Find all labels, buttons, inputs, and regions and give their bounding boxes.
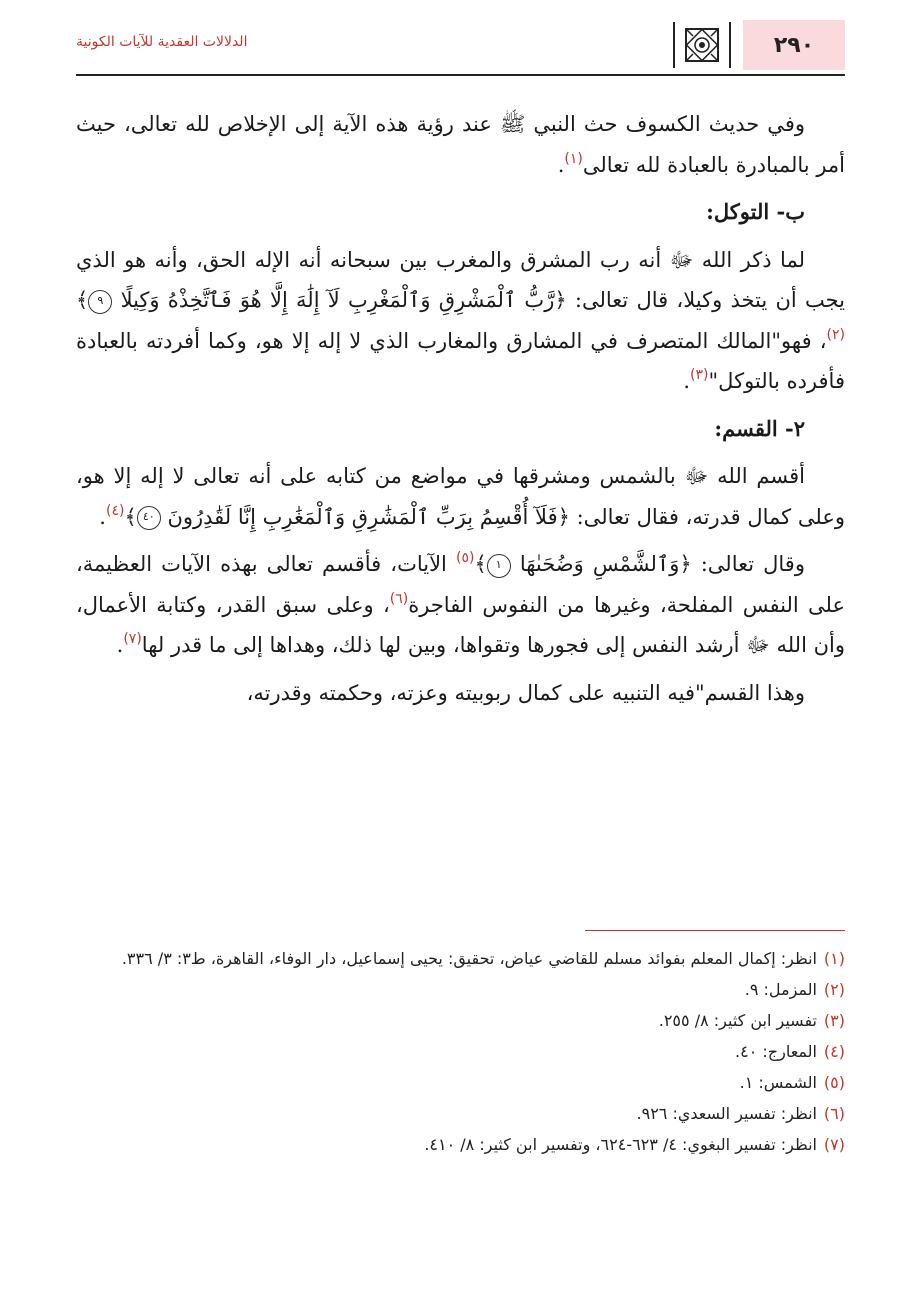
footnote-text: تفسير ابن كثير: ٨/ ٢٥٥. — [658, 1011, 817, 1030]
footnote-item — [76, 1129, 845, 1160]
footnote-ref[interactable]: (٧) — [123, 631, 142, 647]
paragraph: أقسم الله ﷻ بالشمس ومشرقها في مواضع من كتابه على أنه تعالى لا إله إلا هو، وعلى كمال قدرته، فقال تعالى: ﴿فَلَآ أُقْسِمُ بِرَبِّ ٱلْمَشَٰرِقِ وَٱلْمَغَٰرِبِ إِنَّا لَقَٰدِرُونَ ٤٠﴾$^{(٤)}$. — [76, 464, 845, 529]
footnote-rule — [585, 930, 845, 931]
footnote-ref[interactable]: (١) — [564, 150, 583, 167]
ornament-icon — [673, 22, 731, 68]
footnote-ref[interactable]: (٥) — [455, 550, 475, 566]
paragraph: وفي حديث الكسوف حث النبي ﷺ عند رؤية هذه الآية إلى الإخلاص لله تعالى، حيث أمر بالمبادرة بالعبادة لله تعالى$^{(١)}$. — [76, 112, 845, 177]
footnote-text: انظر: إكمال المعلم بفوائد مسلم للقاضي عياض، تحقيق: يحيى إسماعيل، دار الوفاء، القاهرة، ط٣: ٣/ ٣٣٦. — [121, 949, 817, 968]
footnote-text: المزمل: ٩. — [744, 980, 817, 999]
section-heading: ٢- القسم: — [714, 415, 805, 441]
footnote-ref[interactable]: (٤) — [105, 502, 125, 519]
footnote-ref[interactable]: (٢) — [826, 326, 845, 343]
page-header — [76, 20, 845, 70]
footnote-number: (٢) — [823, 980, 845, 999]
ayah-number-icon: ٩ — [88, 290, 112, 314]
footnote-ref[interactable]: (٦) — [389, 590, 409, 607]
quran-verse: ﴿رَّبُّ ٱلْمَشْرِقِ وَٱلْمَغْرِبِ لَآ إِلَٰهَ إِلَّا هُوَ فَٱتَّخِذْهُ وَكِيلًا — [120, 288, 567, 312]
footnote-item — [76, 1067, 845, 1098]
footnote-text: انظر: تفسير البغوي: ٤/ ٦٢٣-٦٢٤، وتفسير ابن كثير: ٨/ ٤١٠. — [424, 1135, 817, 1154]
footnote-ref[interactable]: (٣) — [690, 367, 709, 383]
footnote-number: (٧) — [823, 1135, 845, 1154]
header-rule — [76, 74, 845, 76]
section-heading: ب- التوكل: — [706, 199, 805, 224]
ayah-number-icon: ١ — [487, 554, 511, 578]
footnote-item — [76, 1005, 845, 1036]
paragraph: وقال تعالى: ﴿وَٱلشَّمْسِ وَضُحَىٰهَا ١﴾$^{(٥)}$ الآيات، فأقسم تعالى بهذه الآيات العظيمة، على النفس المفلحة، وغيرها من النفوس الفاجرة$^{(٦)}$، وعلى سبق القدر، وكتابة الأعمال، وأن الله ﷻ أرشد النفس إلى فجورها وتقواها، وبين لها ذلك، وهداها إلى ما قدر لها$^{(٧)}$. — [76, 550, 845, 657]
footnotes — [76, 943, 845, 1160]
ayah-number-icon: ٤٠ — [137, 506, 161, 530]
footnote-text: الشمس: ١. — [739, 1073, 817, 1092]
footnote-text: انظر: تفسير السعدي: ٩٢٦. — [636, 1104, 817, 1123]
quran-verse: ﴿وَٱلشَّمْسِ وَضُحَىٰهَا — [519, 552, 692, 576]
footnote-number: (٣) — [823, 1011, 845, 1030]
footnote-text: المعارج: ٤٠. — [735, 1042, 817, 1061]
quran-verse: ﴿فَلَآ أُقْسِمُ بِرَبِّ ٱلْمَشَٰرِقِ وَٱلْمَغَٰرِبِ إِنَّا لَقَٰدِرُونَ — [167, 504, 570, 529]
main-text — [76, 104, 845, 713]
footnote-number: (٥) — [823, 1073, 845, 1092]
footnote-item — [76, 1098, 845, 1129]
footnote-item — [76, 974, 845, 1005]
footnote-item — [76, 943, 845, 974]
footnote-number: (٦) — [823, 1104, 845, 1123]
paragraph: وهذا القسم"فيه التنبيه على كمال ربوبيته وعزته، وحكمته وقدرته، — [246, 680, 805, 705]
running-title: الدلالات العقدية للآيات الكونية — [76, 34, 248, 50]
page-number: ٢٩٠ — [743, 20, 845, 70]
footnote-number: (٤) — [823, 1042, 845, 1061]
footnote-item — [76, 1036, 845, 1067]
paragraph: لما ذكر الله ﷻ أنه رب المشرق والمغرب بين سبحانه أنه الإله الحق، وأنه هو الذي يجب أن يتخذ وكيلا، قال تعالى: ﴿رَّبُّ ٱلْمَشْرِقِ وَٱلْمَغْرِبِ لَآ إِلَٰهَ إِلَّا هُوَ فَٱتَّخِذْهُ وَكِيلًا ٩﴾$^{(٢)}$، فهو"المالك المتصرف في المشارق والمغارب الذي لا إله إلا هو، وكما أفردته بالعبادة فأفرده بالتوكل"$^{(٣)}$. — [76, 247, 845, 393]
footnote-number: (١) — [823, 949, 845, 968]
